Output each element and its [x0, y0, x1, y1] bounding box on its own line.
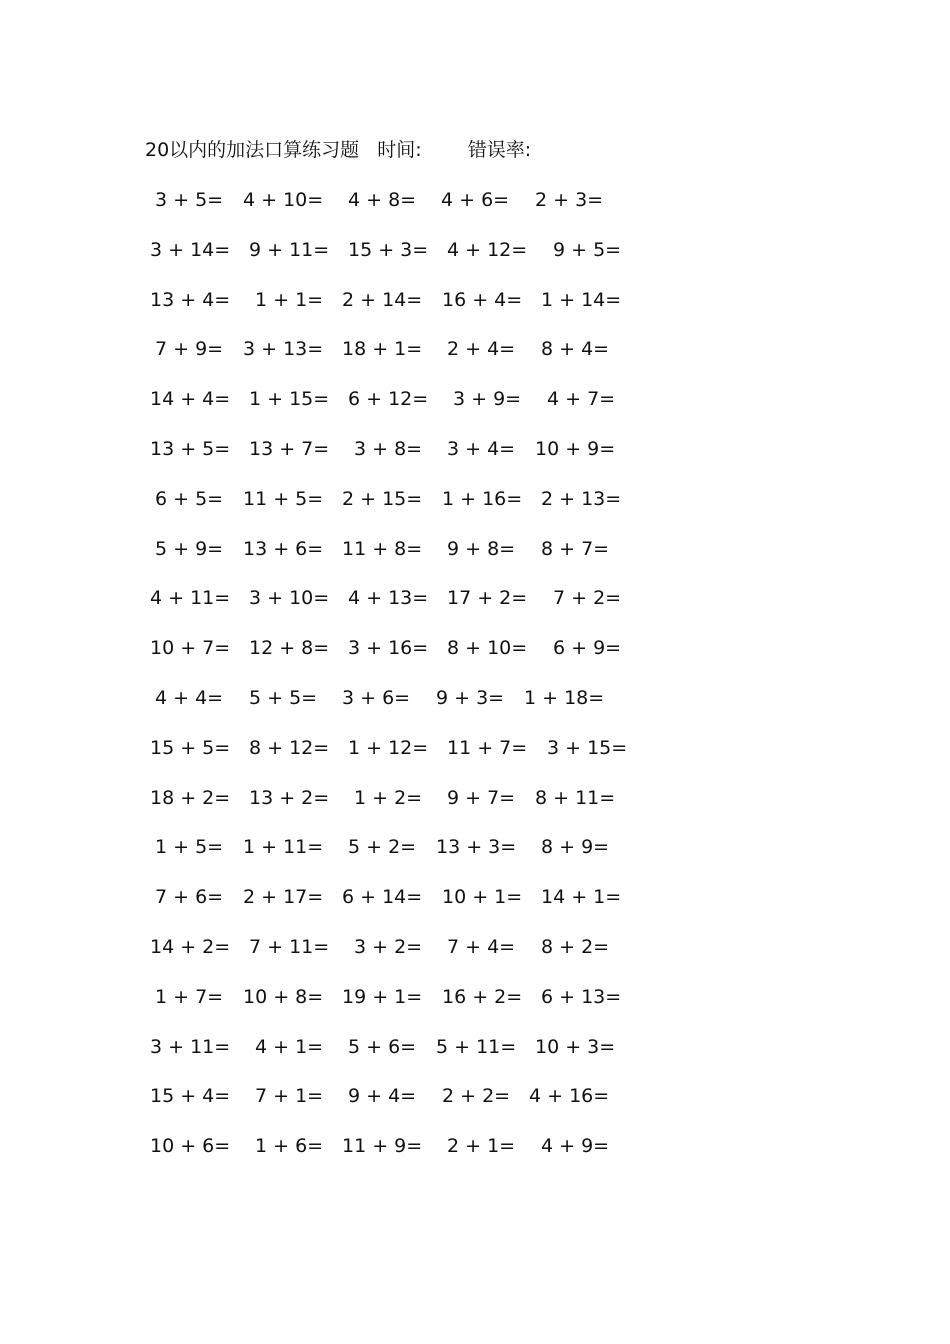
problem-item: 4 + 16=	[529, 1085, 610, 1108]
problem-item: 5 + 9=	[155, 537, 224, 560]
problem-item: 13 + 6=	[243, 537, 324, 560]
problem-row	[0, 935, 950, 985]
problem-item: 6 + 12=	[348, 388, 429, 411]
problem-item: 3 + 13=	[243, 338, 324, 361]
problem-item: 1 + 5=	[155, 836, 224, 859]
problem-item: 1 + 7=	[155, 985, 224, 1008]
problem-item: 11 + 7=	[447, 736, 528, 759]
problem-item: 5 + 11=	[436, 1035, 517, 1058]
problem-item: 5 + 2=	[348, 836, 417, 859]
problem-item: 11 + 5=	[243, 487, 324, 510]
problem-item: 1 + 18=	[524, 686, 605, 709]
problem-item: 6 + 9=	[553, 637, 622, 660]
problem-item: 9 + 7=	[447, 786, 516, 809]
problem-item: 3 + 10=	[249, 587, 330, 610]
problem-item: 10 + 6=	[150, 1135, 231, 1158]
problem-item: 10 + 9=	[535, 437, 616, 460]
problem-item: 9 + 5=	[553, 238, 622, 261]
problem-item: 13 + 2=	[249, 786, 330, 809]
problem-item: 4 + 7=	[547, 388, 616, 411]
problem-item: 13 + 7=	[249, 437, 330, 460]
problem-item: 1 + 11=	[243, 836, 324, 859]
problem-item: 18 + 1=	[342, 338, 423, 361]
problem-item: 8 + 7=	[541, 537, 610, 560]
problem-item: 3 + 11=	[150, 1035, 231, 1058]
problem-row	[0, 985, 950, 1035]
problem-item: 10 + 8=	[243, 985, 324, 1008]
problem-row	[0, 238, 950, 288]
problem-item: 10 + 7=	[150, 637, 231, 660]
time-label: 时间:	[377, 139, 422, 161]
problem-item: 9 + 11=	[249, 238, 330, 261]
problem-item: 2 + 13=	[541, 487, 622, 510]
problem-item: 7 + 1=	[255, 1085, 324, 1108]
error-rate-label: 错误率:	[467, 139, 532, 161]
problem-item: 10 + 1=	[442, 886, 523, 909]
problem-item: 4 + 4=	[155, 686, 224, 709]
problem-item: 3 + 16=	[348, 637, 429, 660]
worksheet-header	[145, 138, 531, 162]
problem-item: 15 + 3=	[348, 238, 429, 261]
problem-item: 3 + 9=	[453, 388, 522, 411]
problem-item: 13 + 4=	[150, 288, 231, 311]
problem-item: 15 + 5=	[150, 736, 231, 759]
problem-item: 7 + 11=	[249, 935, 330, 958]
problem-item: 8 + 4=	[541, 338, 610, 361]
problem-item: 3 + 2=	[354, 935, 423, 958]
problem-item: 5 + 5=	[249, 686, 318, 709]
problem-item: 2 + 17=	[243, 886, 324, 909]
problem-item: 10 + 3=	[535, 1035, 616, 1058]
problem-item: 4 + 1=	[255, 1035, 324, 1058]
problem-item: 1 + 14=	[541, 288, 622, 311]
problem-item: 1 + 16=	[442, 487, 523, 510]
problem-item: 14 + 4=	[150, 388, 231, 411]
problem-item: 2 + 4=	[447, 338, 516, 361]
problem-item: 19 + 1=	[342, 985, 423, 1008]
problem-item: 2 + 2=	[442, 1085, 511, 1108]
problem-item: 9 + 8=	[447, 537, 516, 560]
problem-item: 6 + 13=	[541, 985, 622, 1008]
problem-item: 13 + 3=	[436, 836, 517, 859]
problem-item: 16 + 2=	[442, 985, 523, 1008]
worksheet-title: 20以内的加法口算练习题	[145, 139, 360, 161]
problem-item: 4 + 8=	[348, 189, 417, 211]
problem-item: 4 + 6=	[441, 189, 510, 211]
problem-item: 2 + 14=	[342, 288, 423, 311]
problem-item: 15 + 4=	[150, 1085, 231, 1108]
problem-item: 4 + 13=	[348, 587, 429, 610]
problem-item: 7 + 4=	[447, 935, 516, 958]
problem-item: 1 + 6=	[255, 1135, 324, 1158]
problem-item: 3 + 15=	[547, 736, 628, 759]
problem-row	[0, 786, 950, 836]
problem-item: 8 + 12=	[249, 736, 330, 759]
problem-item: 11 + 8=	[342, 537, 423, 560]
problem-item: 4 + 9=	[541, 1135, 610, 1158]
problem-row	[0, 1084, 950, 1134]
problem-row	[0, 1035, 950, 1085]
problem-item: 1 + 2=	[354, 786, 423, 809]
problem-item: 13 + 5=	[150, 437, 231, 460]
problem-item: 3 + 4=	[447, 437, 516, 460]
problem-item: 1 + 1=	[255, 288, 324, 311]
problem-item: 2 + 15=	[342, 487, 423, 510]
problem-item: 1 + 15=	[249, 388, 330, 411]
problem-item: 6 + 14=	[342, 886, 423, 909]
problem-item: 9 + 4=	[348, 1085, 417, 1108]
problem-item: 8 + 9=	[541, 836, 610, 859]
problem-item: 3 + 6=	[342, 686, 411, 709]
problem-item: 8 + 10=	[447, 637, 528, 660]
problem-row	[0, 487, 950, 537]
problem-row	[0, 636, 950, 686]
problem-item: 3 + 14=	[150, 238, 231, 261]
problem-row	[0, 686, 950, 736]
problem-row	[0, 537, 950, 587]
problem-item: 2 + 1=	[447, 1135, 516, 1158]
problem-item: 7 + 9=	[155, 338, 224, 361]
problem-row	[0, 586, 950, 636]
problem-grid	[0, 188, 950, 1184]
problem-item: 8 + 11=	[535, 786, 616, 809]
problem-row	[0, 387, 950, 437]
problem-row	[0, 437, 950, 487]
problem-item: 5 + 6=	[348, 1035, 417, 1058]
problem-item: 4 + 12=	[447, 238, 528, 261]
problem-item: 9 + 3=	[436, 686, 505, 709]
problem-row	[0, 288, 950, 338]
problem-item: 3 + 8=	[354, 437, 423, 460]
problem-item: 18 + 2=	[150, 786, 231, 809]
problem-item: 6 + 5=	[155, 487, 224, 510]
problem-item: 2 + 3=	[535, 189, 604, 211]
problem-item: 14 + 2=	[150, 935, 231, 958]
problem-item: 17 + 2=	[447, 587, 528, 610]
problem-item: 4 + 10=	[243, 189, 324, 211]
problem-item: 3 + 5=	[155, 189, 224, 211]
problem-row	[0, 835, 950, 885]
problem-item: 16 + 4=	[442, 288, 523, 311]
problem-item: 8 + 2=	[541, 935, 610, 958]
problem-row	[0, 1134, 950, 1184]
problem-item: 7 + 2=	[553, 587, 622, 610]
problem-item: 11 + 9=	[342, 1135, 423, 1158]
problem-item: 14 + 1=	[541, 886, 622, 909]
problem-row	[0, 188, 950, 238]
problem-row	[0, 885, 950, 935]
problem-item: 1 + 12=	[348, 736, 429, 759]
problem-row	[0, 736, 950, 786]
problem-row	[0, 337, 950, 387]
problem-item: 12 + 8=	[249, 637, 330, 660]
problem-item: 7 + 6=	[155, 886, 224, 909]
problem-item: 4 + 11=	[150, 587, 231, 610]
